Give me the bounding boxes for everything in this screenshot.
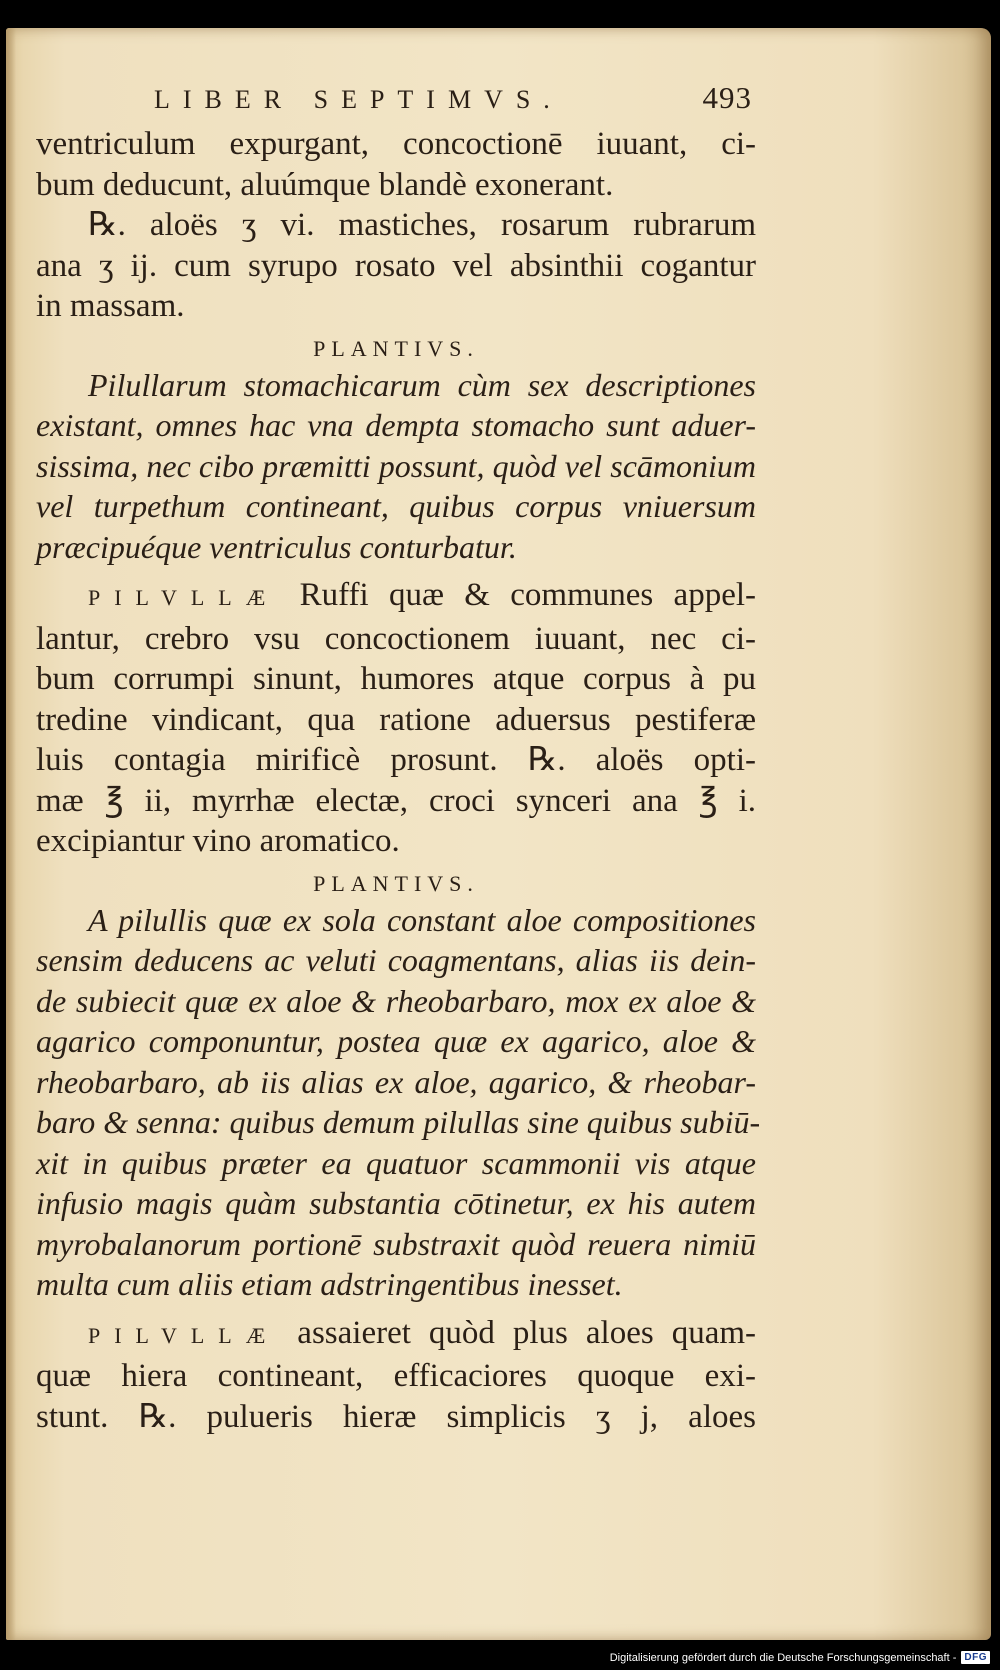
dfg-logo: DFG	[961, 1651, 990, 1664]
text-line: lantur, crebro vsu concoctionem iuuant, nec ci-	[36, 620, 756, 657]
line-text: Ruffi quæ & communes appel-	[279, 577, 756, 613]
text-line: stunt. ℞. pulueris hieræ simplicis ʒ j, aloes	[36, 1398, 756, 1435]
running-title: LIBER SEPTIMVS.	[154, 85, 563, 114]
text-line: luis contagia mirificè prosunt. ℞. aloës opti-	[36, 742, 756, 778]
text-line: de subiecit quæ ex aloe & rheobarbaro, mox ex aloe &	[36, 982, 756, 1019]
lead-word: PILVLLÆ	[88, 1322, 280, 1348]
page-number: 493	[702, 80, 752, 115]
text-line: in massam.	[36, 288, 185, 324]
section-heading: PLANTIVS.	[313, 870, 479, 896]
text-line: baro & senna: quibus demum pilullas sine quibus subiū-	[36, 1104, 761, 1140]
text-line: excipiantur vino aromatico.	[36, 823, 400, 859]
text-line: sissima, nec cibo præmitti possunt, quòd vel scāmonium	[36, 447, 756, 484]
section-heading: PLANTIVS.	[313, 335, 479, 361]
paragraph-pilulae-2	[36, 1313, 756, 1438]
text-line: mæ ℥ ii, myrrhæ electæ, croci synceri ana ℥ i.	[36, 782, 756, 819]
text-line: præcipuéque ventriculus conturbatur.	[36, 528, 517, 565]
text-line: A pilullis quæ ex sola constant aloe compositiones	[88, 901, 756, 938]
commentary-2	[36, 900, 761, 1305]
text-line	[36, 575, 756, 619]
text-line: Pilullarum stomachicarum cùm sex descriptiones	[88, 366, 756, 403]
text-line: multa cum aliis etiam adstringentibus inesset.	[36, 1266, 623, 1302]
running-head	[36, 78, 756, 120]
text-line: ana ʒ ij. cum syrupo rosato vel absinthii cogantur	[36, 247, 756, 284]
text-line: vel turpethum contineant, quibus corpus vniuersum	[36, 488, 756, 524]
text-line: agarico componuntur, postea quæ ex agarico, aloe &	[36, 1023, 756, 1059]
text-line: bum corrumpi sinunt, humores atque corpus à pu	[36, 661, 756, 697]
paragraph-pilulae-ruffi	[36, 575, 756, 862]
text-line: quæ hiera contineant, efficaciores quoque exi-	[36, 1358, 756, 1394]
credit-text: Digitalisierung gefördert durch die Deutsche Forschungsgemeinschaft -	[609, 1651, 957, 1664]
page-fold-shadow	[6, 28, 16, 1640]
spacer	[36, 567, 756, 575]
spacer	[36, 1305, 756, 1313]
text-line: ventriculum expurgant, concoctionē iuuant, ci-	[36, 126, 756, 162]
text-line: xit in quibus præter ea quatuor scammonii vis atque	[36, 1144, 756, 1181]
text-line: rheobarbaro, ab iis alias ex aloe, agarico, & rheobar-	[36, 1063, 756, 1100]
text-line: ℞. aloës ʒ vi. mastiches, rosarum rubrarum	[88, 207, 756, 243]
text-block	[36, 78, 761, 1437]
line-text: assaieret quòd plus aloes quam-	[279, 1314, 756, 1351]
digitization-credit	[610, 1651, 990, 1664]
text-line: bum deducunt, aluúmque blandè exonerant.	[36, 166, 614, 203]
commentary-1	[36, 365, 756, 568]
lead-word: PILVLLÆ	[88, 585, 280, 610]
text-line: sensim deducens ac veluti coagmentans, alias iis dein-	[36, 942, 756, 978]
paragraph-recipe-1	[36, 205, 756, 327]
text-line	[36, 1313, 756, 1357]
book-page	[6, 28, 991, 1640]
text-line: myrobalanorum portionē substraxit quòd reuera nimiū	[36, 1225, 756, 1262]
paragraph-intro	[36, 124, 756, 205]
text-line: existant, omnes hac vna dempta stomacho sunt aduer-	[36, 407, 756, 443]
text-line: infusio magis quàm substantia cōtinetur, ex his autem	[36, 1185, 756, 1221]
text-line: tredine vindicant, qua ratione aduersus pestiferæ	[36, 701, 756, 738]
